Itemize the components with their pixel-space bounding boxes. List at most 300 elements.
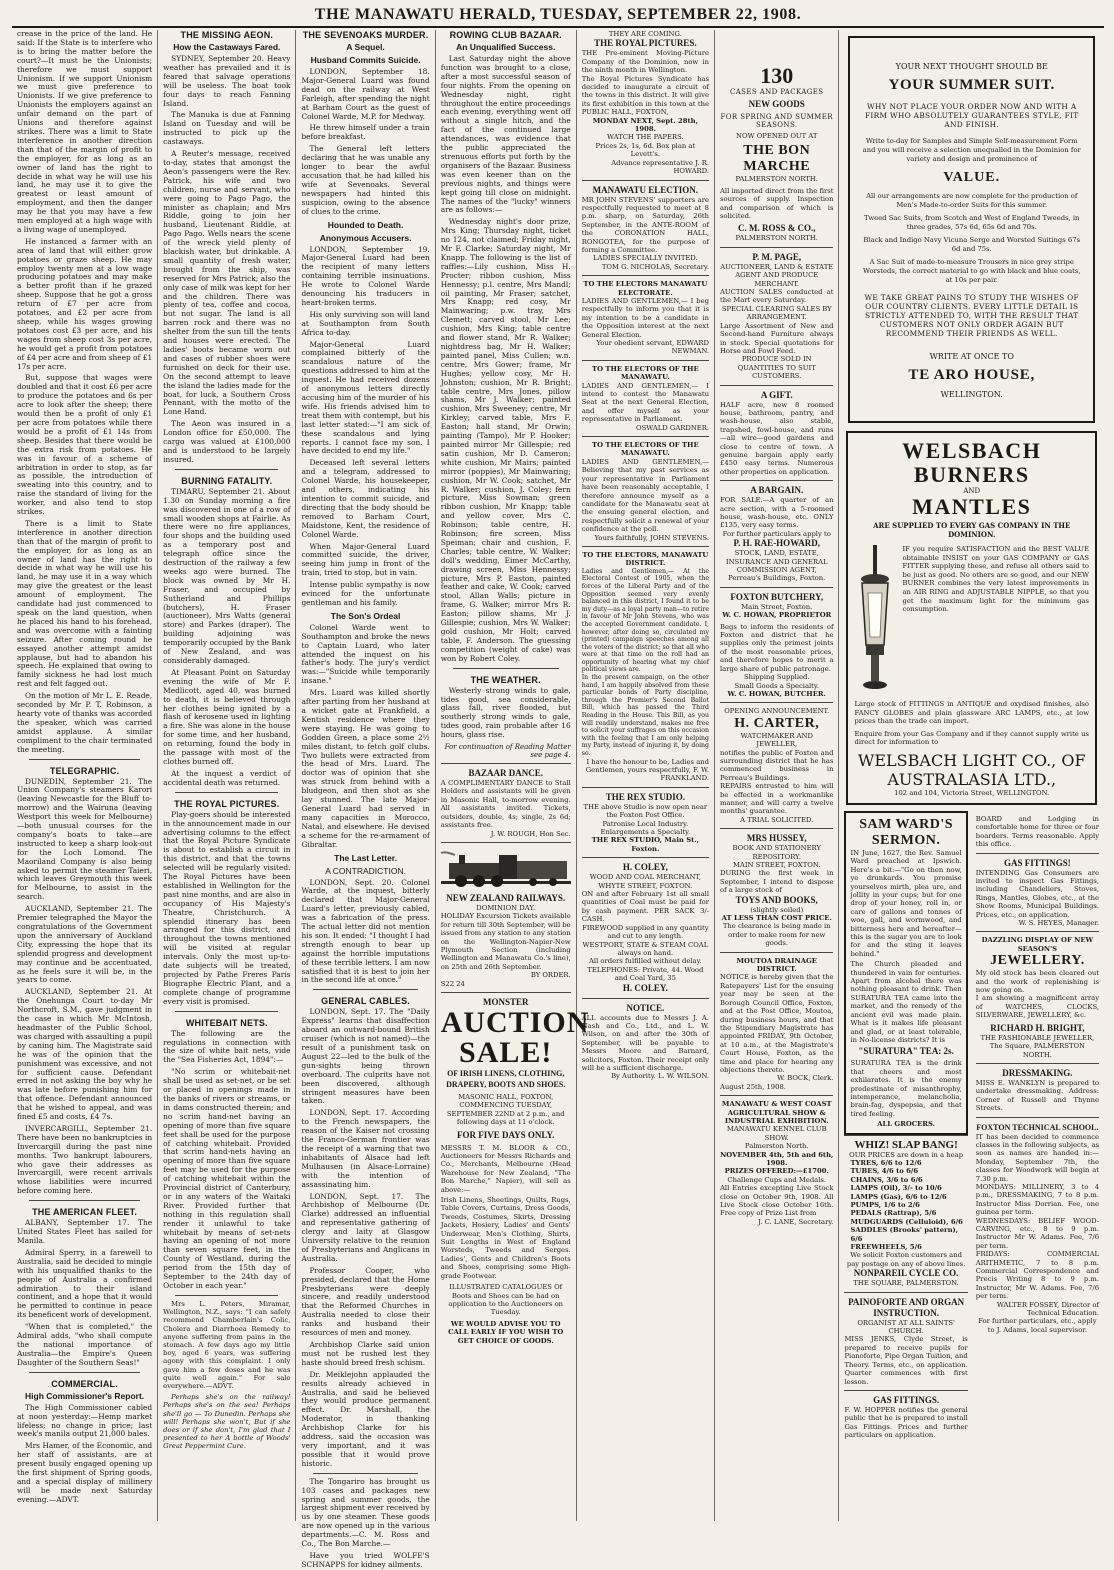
ad-dressmaking xyxy=(976,1063,1099,1117)
ad-text: MISS JENKS, Clyde Street, is prepared to receive pupils for Pianoforte, Pipe Organ Tuition, and Theory. Terms, etc., on application. Quarter commences with first lesson. xyxy=(844,1335,968,1386)
section-subheading: Hounded to Death. xyxy=(327,219,404,230)
ad-text: My old stock has been cleared out and the work of replenishing is now going on. xyxy=(975,969,1100,995)
article-paragraph: The General left letters declaring that he was unable any longer to bear the awful accusation that he had killed his wife at Sevenoaks. Several newspapers had hinted this suspicion, owing to the absence of clues to the crime. xyxy=(301,144,430,216)
divider xyxy=(175,469,278,470)
ad-signature: C. M. ROSS & CO., xyxy=(737,223,816,234)
article-paragraph: Professor Cooper, who presided, declared that the Home Presbyterians were deeply sincere, and readily understood that the Reformed Churches in Australia needed to close their ranks and husband their resources of men and money. xyxy=(301,1265,430,1338)
divider xyxy=(453,668,559,669)
ad-signature: THE REX STUDIO, Main St., Foxton. xyxy=(591,836,700,853)
ad-text: A TRIAL SOLICITED. xyxy=(740,815,814,824)
ad-coley xyxy=(582,857,709,997)
ad-subtitle: OF IRISH LINENS, CLOTHING, DRAPERY, BOOTS AND SHOES. xyxy=(446,1068,566,1089)
ad-subtitle: ARE SUPPLIED TO EVERY GAS COMPANY IN THE DOMINION. xyxy=(873,521,1071,539)
ad-telephones: TELEPHONES: Private, 44. Wood and Coal Yard, 35 xyxy=(587,965,704,983)
telegram-item: AUCKLAND, September 21. The Premier telegraphed the Mayor the congratulations of the Government upon the anniversary of Auckland City, expressing the hope that its splendid progress and development may continue and be accentuated, as he feels sure it will be, in the years to come. xyxy=(17,904,153,985)
ad-butchery xyxy=(720,587,833,702)
ad-signature: BY ORDER. xyxy=(530,971,571,980)
ad-text: The Church pleaded and thundered in vain for centuries. Apart from alcohol there was nothing pleasant to drink. Then SURATURA TEA came into the market, and the remedy of the ancient evil was made plain. What is it makes life pleasant and glad, or at least tolerable, in No-license districts? It is xyxy=(850,960,962,1044)
ad-text: WEDNESDAYS: BELIEF WOOD-CARVING, etc., 8 to 9 p.m. Instructor Mr W. Adams. Fee, 7/6 per term. xyxy=(975,1216,1100,1250)
ad-bazaar-dance xyxy=(441,763,571,842)
article-paragraph: Colonel Warde went to Southampton and broke the news to Captain Luard, who later attended the inquest on his father's body. The jury's verdict was:—"Suicide while temporarily insane." xyxy=(301,622,430,686)
ad-subtitle: DOMINION DAY. xyxy=(476,903,536,912)
article-paragraph: Wednesday night's door prize, Mrs King; Thursday night, ticket no 124, not claimed; Friday night, Mr F. Clarke; Saturday night, Mr Knapp. The following is the list of raffles:—Lily cushion, Miss H. Procter; ribbon cushion, Miss Hennessy; p.l. centre, Mrs Mandl; oil painting, Mr Fraser; satchet, Mrs Knapp; red cosy, Mr Mainwaring; p.w. tray, Mrs Clemett; carved stool, Mr Lee; cushion, Mrs King; table centre and flower stand, Mr R. Walker; nightdress bag, Mr H. Walker; painted panel, Miss Cullen; w.n. centre, Mrs Gower; frame, Mr Hughes; yellow cosy, Mr H. Johnston; cushion, Mr R. Bright; table centre, Mrs Jones, pillow shams, Mr J. Walker; painted cushion, Mrs Sweeney; centre, Mr Kirkley; carved table, Mrs F. Easton; hall stand, Mr Orwin; painting (Tampo), Mr P. Hooker; painted mirror Mr Gillespie; red satin cushion, Mr D. Cameron; white cushion, Mr Mairs; painted mirror (poppies), Mr Mainwaring; cushion, Mr W. Cook; satchet, Mr R. Walker; cushion, J. Coley; fern picture, Miss Sowman; green ribbon cushion, Mr Knapp; table and yellow cover, Mrs C. Robinson; table centre, H. Robinson; fire screen, Miss Speiman; chair and cushion, F. Charles; table centre, W. Walker; doll's wedding, Eimer McCarthy, drawing screen, Miss Hennessy; picture, Mrs P. Easton, painted feather and cake, W. Cook; carved stool, Allan Walls; picture in frame, G. Walker; mirror Mrs R. Easton; pillow shams, Mr J. Gillespie; cushion, Mrs W. Walker; gold cushion, Mr Holt; carved table, F. Anderson. The guessing competition (weight of cake) was won by Robert Coley. xyxy=(440,217,571,663)
column-2 xyxy=(158,30,296,1521)
ad-date: August 25th, 1908. xyxy=(720,1082,786,1091)
ad-company: WELSBACH LIGHT CO., OF AUSTRALASIA LTD., xyxy=(857,750,1086,789)
ad-election-3 xyxy=(582,360,709,436)
ad-text: FIREWOOD supplied in any quantity and cut to any length. xyxy=(582,923,709,941)
ad-text: F. W. HOPPER notifies the general public that he is prepared to install Gas Fittings. Prices and further particulars on application. xyxy=(844,1405,968,1440)
ad-board-lodging xyxy=(976,811,1099,853)
ad-sam-ward xyxy=(844,811,967,1135)
ad-text: Small Goods a Specialty. xyxy=(734,681,820,690)
ad-proprietor: W. C. HOWAN, PROPRIETOR xyxy=(722,611,832,620)
column-5 xyxy=(577,30,715,1521)
ad-signature: J. W. ROUGH, Hon Sec. xyxy=(490,829,571,838)
ad-address: THE FASHIONABLE JEWELLER, The Square, PALMERSTON NORTH. xyxy=(980,1033,1095,1059)
ad-title: GAS FITTINGS. xyxy=(873,1394,940,1405)
section-subheading: The Son's Ordeal xyxy=(330,610,401,621)
ad-title: SERMON. xyxy=(871,832,941,848)
article-paragraph: The Tongariro has brought us 103 cases and packages new spring and summer goods, the largest shipment ever received by us by one steamer. These goods are now opened up in the various departments.—C. M. Ross and Co., The Bon Marche.— xyxy=(301,1476,430,1549)
ad-text: NOW OPENED OUT AT xyxy=(736,132,818,140)
ad-prices: Prices 2s, 1s, 6d. Box plan at Levett's. xyxy=(595,141,696,159)
article-paragraph: Deceased left several letters and a telegram, addressed to Colonel Warde, his housekeeper, and others, indicating his intention to commit suicide, and directing that the body should be removed to Barham Court, Maidstone, Kent, the residence of Colonel Warde. xyxy=(301,458,430,539)
article-paragraph: Major-General Luard complained bitterly of the scandalous nature of the questions addressed to him at the inquest. He had received dozens of anonymous letters directly accusing him of the murder of his wife. His friends advised him to treat them with contempt, but his last letter stated:—"I am sick of these scandalous and lying reports. I cannot face my son. I have decided to end my life." xyxy=(301,339,430,456)
ad-title: BURNERS xyxy=(913,462,1030,487)
article-paragraph: There is a limit to State interference in another direction than that of the margin of profit to the employer, for as long as an owner of land has the right to decide in what way he will use his land, he may use it in a way which may give the greatest or the least amount of employment. The candidate had just commenced to speak on the land question, when he placed his hand to his forehead, and was overcome with a fainting seizure. After coming round he essayed another attempt amidst applause, but had to abandon his speech. He explained that owing to family sickness he had lost much rest and felt fagged out. xyxy=(17,518,153,689)
section-subheading: Anonymous Accusers. xyxy=(319,232,412,243)
ad-kicker: THEY ARE COMING. xyxy=(608,30,682,38)
article-paragraph: LONDON, Sept. 17. According to the French newspapers, the reason of the Kaiser not crossing the Franco-German frontier was the receipt of a warning that two inhabitants of Alsace had left Mulhausen (in Alsace-Lorraine) with the intention of assassinating him. xyxy=(301,1108,430,1189)
article-paragraph: Admiral Sperry, in a farewell to Australia, said he decided to mingle with his unqualified thanks to the people of Australia a confirmed admiration to their island continent, and a hope that it would be permitted to continue in peace its beneficent work of development. xyxy=(17,1247,153,1320)
ad-text: WHY NOT PLACE YOUR ORDER NOW AND WITH A FIRM WHO ABSOLUTELY GUARANTEES STYLE, FIT AND FINISH. xyxy=(865,102,1079,129)
ad-title: GAS FITTINGS! xyxy=(1004,857,1071,868)
article-paragraph: ALBANY, September 17. The United States Fleet has sailed for Manila. xyxy=(17,1218,153,1245)
ad-te-aro-house xyxy=(848,36,1095,423)
ad-text: DURING the first week in September, I intend to dispose of a large stock of xyxy=(720,869,834,895)
ad-text: All imported direct from the first sources of supply. Inspection and comparison of which is solicited. xyxy=(720,186,834,221)
masthead-title: THE MANAWATU HERALD, TUESDAY, SEPTEMBER 22, 1908. xyxy=(314,6,802,23)
ad-date: COMMENCING TUESDAY, SEPTEMBER 22ND at 2 p.m., and following days at 11 o'clock. xyxy=(446,1101,565,1127)
article-paragraph: The Manuka is due at Fanning Island on Tuesday and will be instructed to pick up the castaways. xyxy=(163,110,291,147)
ad-text: A Sac Suit of made-to-measure Trousers in nice grey stripe Worsteds, the correct material to go with black and blue coats, at 10s per pair. xyxy=(862,258,1081,284)
ad-text: ILLUSTRATED CATALOGUES Of Boots and Shoes can be had on application to the Auctioneers on Tuesday. xyxy=(448,1283,564,1317)
section-subheading: A Sequel. xyxy=(346,42,385,52)
divider xyxy=(29,759,140,760)
ad-kicker: OPENING ANNOUNCEMENT. xyxy=(724,707,830,716)
ad-text: FRIDAYS: COMMERCIAL ARITHMETIC, 7 to 8 p.m. Commercial Correspondence and Precis Writing 8 to 9 p.m. Instructor, Mr W. Adams. Fee, 7/6 per term. xyxy=(975,1250,1100,1301)
section-subheading: The Last Letter. xyxy=(334,852,397,863)
ad-prizes: PRIZES OFFERED:—£1700. xyxy=(724,1167,829,1176)
section-subheading: How the Castaways Fared. xyxy=(173,42,281,52)
ad-title: NEW GOODS xyxy=(748,99,805,109)
ad-text: FOR SPRING AND SUMMER SEASONS. xyxy=(720,113,833,129)
section-heading: THE WEATHER. xyxy=(470,674,541,685)
ad-show xyxy=(720,1095,833,1230)
advertisement-verse: Perhaps she's on the railway! Perhaps she's on the sea! Perhaps she'll go — To Dunedin. Perhaps she will! Perhaps she won't, But if she does or if she don't, I'm glad that I presented to her A bottle of Woods' Great Peppermint Cure. xyxy=(163,1393,291,1451)
column-1 xyxy=(12,30,158,1521)
ad-text: Large Assortment of New and Second-hand Furniture always in stock. Special quotations for Horse and Fowl Feed. xyxy=(720,321,834,355)
ad-date: MONDAY NEXT, Sept. 28th, 1908. xyxy=(592,116,698,134)
column-7 xyxy=(839,30,1104,1521)
ad-store-name: TE ARO HOUSE, xyxy=(908,367,1036,383)
ad-text: WATCHMAKER AND JEWELLER, xyxy=(740,731,813,749)
ad-text: ON and after February 1st all small quantities of Coal must be paid for by cash payment. PER SACK 3/- CASH. xyxy=(581,890,709,924)
article-paragraph: Mrs. Luard was killed shortly after parting from her husband at a wicket gate at Frankfield, a Kentish residence where they were staying. He was going to Godden Green, a place some 2½ miles distant, to fetch golf clubs. Two bullets were extracted from the head of Mrs. Luard. The doctor was of opinion that she was struck from behind with a bludgeon, and then shot as she lay stunned. The late Major-General Luard had served in many capacities in Morocco, Natal, and elsewhere. He devised a scheme for the re-armament of Gibraltar. xyxy=(301,688,430,849)
ad-title: MANTLES xyxy=(912,494,1032,519)
ad-text: MANAWATU KENNEL CLUB SHOW. xyxy=(726,1125,827,1142)
ad-title: TO THE ELECTORS OF THE MANAWATU. xyxy=(592,364,699,382)
ad-text: A COMPLIMENTARY DANCE to Stall Holders and assistants will be given in Masonic Hall, to-morrow evening. All assistants invited. Tickets, outsiders, double, 4s; single, 2s 6d; assistants free. xyxy=(440,779,571,830)
ad-text: LADIES AND GENTLEMEN,— Believing that my past services as your representative in Parliament have been reasonably acceptable, I therefore announce myself as a candidate for the Manawatu seat at the ensuing general election, and respectfully solicit a renewal of your confidence at the poll. xyxy=(581,457,709,534)
ad-text: Black and Indigo Navy Vicuna Serge and Worsted Suitings 67s 6d and 75s. xyxy=(863,236,1081,253)
ad-title: THE REX STUDIO. xyxy=(605,791,685,802)
ad-pianoforte xyxy=(844,1292,967,1390)
continuation-note: For continuation of Reading Matter see page 4. xyxy=(444,743,571,760)
section-heading: THE AMERICAN FLEET. xyxy=(32,1207,138,1218)
ad-gas-fittings xyxy=(976,853,1099,932)
price-list: TYRES, 6/6 to 12/6 TUBES, 4/6 to 6/6 CHAINS, 3/6 to 6/6 LAMPS (Oil), 3/- to 10/6 LAMPS (Gas), 6/6 to 12/6 PUMPS, 1/6 to 2/6 PEDALS (Rattrap), 5/6 MUDGUARDS (Celluloid), 6/6 SADDLES (Brooks' pattern), 6/6 FREEWHEELS, 5/6 xyxy=(850,1158,963,1252)
ad-venue: MASONIC HALL, FOXTON, xyxy=(458,1092,554,1101)
article-paragraph: At the inquest a verdict of accidental death was returned. xyxy=(163,768,291,787)
ad-hopper-gas xyxy=(844,1390,967,1444)
article-paragraph: The following are the regulations in connection with the size of white bait nets, vide the "Sea Fisheries Act, 1894":— xyxy=(163,1028,291,1065)
ad-text: ALL accounts due to Messrs J. A. Nash and Co., Ltd., and L. W. Wilson, on and after the 30th of September, will be payable to Messrs Moore and Barnard, solicitors, Foxton. Their receipt only will be a sufficient discharge. xyxy=(581,1013,709,1072)
ad-gift xyxy=(720,385,833,481)
ad-text: WE WOULD ADVISE YOU TO CALL EARLY IF YOU WISH TO GET CHOICE OF GOODS. xyxy=(448,1319,564,1345)
ad-text: BOOK AND STATIONERY REPOSITORY. xyxy=(732,844,821,861)
section-subheading: A CONTRADICTION. xyxy=(325,865,406,876)
ad-conjunction: AND xyxy=(963,487,981,495)
section-heading: THE ROYAL PICTURES. xyxy=(174,798,280,809)
ad-text: INTENDING Gas Consumers are invited to inspect Gas Fittings, including Chandeliers, Stoves, Rings, Mantles, Globes, etc., at the Show Rooms, Municipal Buildings. Prices, etc., on application. xyxy=(975,868,1100,919)
column-3 xyxy=(296,30,435,1569)
section-heading: COMMERCIAL. xyxy=(51,1378,118,1389)
ad-text: Large stock of FITTINGS in ANTIQUE and oxydised finishes, also FANCY GLOBES and plain glassware ARC LAMPS, etc., at low prices than the trade can import. xyxy=(854,700,1090,726)
ad-title: A GIFT. xyxy=(760,389,793,400)
ad-title: MRS HUSSEY, xyxy=(746,833,807,844)
ad-address: 102 and 104, Victoria Street, WELLINGTON. xyxy=(894,788,1050,797)
article-paragraph: LONDON, September 18. Major-General Luard was found dead on the railway at West Farleigh, after spending the night at Barham Court as the guest of Colonel Warde, M.P. for Medway. xyxy=(301,67,430,121)
ad-text: PRODUCE SOLD IN QUANTITIES TO SUIT CUSTOMERS. xyxy=(737,355,816,381)
article-paragraph: LONDON, Sept. 17. The Archbishop of Melbourne (Dr. Clarke) addressed an influential and representative gathering of clergy and laity at Glasgow University relative to the reunion of Presbyterians and Anglicans in Australia. xyxy=(301,1191,430,1263)
section-subheading: High Commissioner's Report. xyxy=(25,1390,145,1401)
ad-text: Enlargements a Specialty. xyxy=(600,828,691,837)
ad-text: STOCK, LAND, ESTATE, INSURANCE AND GENERAL COMMISSION AGENT, Perreau's Buildings, Foxton. xyxy=(725,549,828,583)
ad-election-5 xyxy=(582,546,709,787)
ad-title: MOUTOA DRAINAGE DISTRICT. xyxy=(736,956,817,974)
ad-title: DRESSMAKING. xyxy=(1002,1067,1073,1078)
ad-text: AT LESS THAN COST PRICE. xyxy=(721,914,832,923)
ad-text: WOOD AND COAL MERCHANT, WHYTE STREET, FOXTON. xyxy=(589,873,701,890)
section-subheading: An Unqualified Success. xyxy=(456,42,556,52)
ad-text: For further particulars apply to xyxy=(722,529,831,538)
ad-text: For further particulars, etc., apply to J. Adams, local supervisor. xyxy=(978,1317,1097,1334)
divider xyxy=(313,1473,417,1474)
ad-text: WRITE AT ONCE TO xyxy=(929,352,1014,361)
section-heading: THE MISSING AEON. xyxy=(180,30,274,40)
ad-signature: I have the honour to be, Ladies and Gentlemen, yours respectfully, F. W. FRANKLAND. xyxy=(585,757,709,783)
article-paragraph: Have you tried WOLFE'S SCHNAPPS for kidney ailments. xyxy=(301,1550,430,1569)
ad-jewellery xyxy=(976,931,1099,1062)
ad-duration: FOR FIVE DAYS ONLY. xyxy=(456,1129,555,1140)
section-heading: THE SEVENOAKS MURDER. xyxy=(302,30,429,40)
two-column-ads xyxy=(844,811,1099,1444)
ad-title: MANAWATU & WEST COAST AGRICULTURAL SHOW & INDUSTRIAL EXHIBITION. xyxy=(721,1100,832,1125)
ad-text: Shipping Supplied. xyxy=(743,673,810,682)
ad-highlight: TOYS AND BOOKS, xyxy=(735,894,818,905)
article-paragraph: SYDNEY, September 20. Heavy weather has prevailed and it is feared that salvage operations will be useless. The boat took four days to reach Fanning Island. xyxy=(163,54,291,108)
ad-text: CASES AND PACKAGES xyxy=(729,88,824,96)
ad-highlight: VALUE. xyxy=(943,170,1001,185)
section-heading: BURNING FATALITY. xyxy=(181,475,273,486)
ad-nonpareil-cycle xyxy=(844,1135,967,1292)
ad-kicker: YOUR NEXT THOUGHT SHOULD BE xyxy=(895,62,1048,71)
telegram-item: INVERCARGILL, September 21. There have been no bankruptcies in Invercargill during the past nine months. Two bankrupt labourers, who gave their addresses as Invercargill, were recent arrivals whose liabilities were incurred before coming here. xyxy=(17,1123,153,1196)
ad-text: OUR PRICES are down in a heap xyxy=(849,1150,964,1159)
ad-carter xyxy=(720,702,833,828)
ad-text: WESTPORT, STATE & STEAM COAL always on hand. xyxy=(582,940,709,957)
ad-number: 130 xyxy=(760,63,794,88)
ad-address: THE SQUARE, PALMERSTON. xyxy=(853,1279,959,1288)
article-paragraph: On the motion of Mr L. E. Reade, seconded by Mr P. T. Robinson, a hearty vote of thanks was accorded the speaker, which was carried amidst applause. A similar compliment to the chair terminated the meeting. xyxy=(17,691,153,754)
ad-notice xyxy=(582,998,709,1085)
advertisement-text: Mrs L. Peters, Miramar, Wellington, N.Z., says: "I can safely recommend Chamberlain's Colic, Cholera and Diarrhoea Remedy to anyone suffering from pains in the stomach. A few days ago my little boy, aged 6 years, was suffering agony with this complaint. I only gave him a few doses and he was quite well again." For sale everywhere.—ADVT. xyxy=(163,1299,291,1390)
ad-kicker: MONSTER xyxy=(482,996,529,1007)
ad-title: YOUR SUMMER SUIT. xyxy=(888,77,1055,93)
gas-lamp-illustration xyxy=(854,545,896,695)
ad-title: FOXTON TECHNICAL SCHOOL. xyxy=(976,1122,1099,1132)
ad-text: AUCTIONEER, LAND & ESTATE AGENT AND PRODUCE MERCHANT. xyxy=(720,262,834,288)
ad-text: AUCTION SALES conducted at the Mart every Saturday. xyxy=(720,288,834,305)
ad-railways xyxy=(441,842,571,992)
ad-text: ALL GROCERS. xyxy=(877,1120,936,1129)
article-paragraph: Mrs Hamer, of the Economic, and her staff of assistants, are at present busily engaged opening up the first shipment of Spring goods, and a special display of millinery will be made next Saturday evening.—ADVT. xyxy=(17,1441,153,1504)
article-paragraph: "When that is completed," the Admiral adds, "who shall compute the national importance of Australia—the Empire's Queen Daughter of the Southern Seas!" xyxy=(17,1322,153,1367)
ad-text: FOR SALE.—A quarter of an acre section, with a 5-roomed house, wash-house, etc. ONLY £135, very easy terms. xyxy=(720,496,834,530)
ad-text: MONDAYS: MILLINERY, 3 to 4 p.m., DRESSMAKING, 7 to 8 p.m. Instructor Miss Dorrian. Fee, one guinea per term. xyxy=(975,1182,1100,1217)
ad-election-4 xyxy=(582,436,709,546)
ad-title: SAM WARD'S xyxy=(859,816,954,832)
divider xyxy=(175,1011,278,1012)
ad-text: IN June, 1627, the Rev. Samuel Ward preached at Ipswich. Here's a bit:—"Go on then now, ye drunkards. You promise yourselves mirth, plea ure, and jollity in your cups; but for one drop of your honey, roll in, or care of gallons and tonnes of woe, gall, and wormwood, and bitterness here and hereafter—this is the sugar you are to look for and the sting it leaves behind." xyxy=(850,848,962,958)
ad-signature: WALTER FOSSEY, Director of Technical Education. xyxy=(996,1300,1100,1318)
ad-date: NOVEMBER 4th, 5th and 6th, 1908. xyxy=(720,1150,834,1167)
ad-signature: W. BOCK, Clerk. xyxy=(777,1074,834,1083)
left-ad-column xyxy=(844,811,967,1444)
ad-title: THE ROYAL PICTURES. xyxy=(594,38,697,49)
section-heading: GENERAL CABLES. xyxy=(321,996,410,1007)
ad-rex-studio xyxy=(582,787,709,857)
article-paragraph: LONDON, Sept. 17. The "Daily Express" learns that disaffection aboard an outward-bound British cruiser (which is not named)—the result of a punishment task on August 22—led to the bulk of the gun-sights being thrown overboard. The culprits have not been discovered, although stringent measures have been taken. xyxy=(301,1007,430,1106)
article-paragraph: Westerly strong winds to gale, tides good, sea considerable, glass fall, river flooded, but southerly strong winds to gale, tides good, rain probable after 16 hours, glass rise. xyxy=(440,685,571,740)
ad-text: HALF acre, new 8 roomed house, bathroom, pantry, and wash-house, also stable, trapshed, fowl-house, and runs—all wire—good gardens and close to centre of town. A genuine bargain apply early £450 easy terms. Numerous other properties on application. xyxy=(720,400,834,476)
article-paragraph: "No scrim or whitebait-net shall be used as set-net, or be set or placed in openings made in the banks of rivers or streams, or in dams constructed therein; and no scrim hand-net having an opening of more than five square feet shall be used for the purpose of catching whitebait. Provided that scrim hand-nets having an opening of more than five square feet may be used for the purpose of catching whitebait within the Provincial district of Canterbury, or in any waters of the Waitaki River. Provided further that nothing in this regulation shall render it unlawful to take whitebait by means of set-nets having an opening of not more than seven square feet, in the County of Westland, during the period from the 15th day of September to the 24th day of October in each year." xyxy=(163,1067,291,1290)
ad-title: NEW ZEALAND RAILWAYS. xyxy=(446,892,566,903)
article-paragraph: Play-goers should be interested in the announcement made in our advertising columns to the effect that the Royal Picture Syndicate is about to establish a circuit in this district, and that the towns selected will be regularly visited. The Royal Pictures have been established in Wellington for the past nine months, and are also in occupancy of His Majesty's Theatre, Christchurch. A splendid itinerary has been arranged for this district, and throughout the towns mentioned will be visited at regular intervals. Only the most up-to-date subjects will be treated, projected by Pathe Freres Paris Biographe Electric Plant, and a complete change of programme every visit is promised. xyxy=(163,809,291,1006)
ad-text: Challenge Cups and Medals. xyxy=(727,1175,827,1184)
ad-technical-school xyxy=(976,1117,1099,1339)
divider xyxy=(313,989,417,990)
ad-hussey xyxy=(720,828,833,951)
ad-title: FOXTON BUTCHERY, xyxy=(730,591,824,602)
ad-text: IT has been decided to commence classes in the following subjects, as soon as names are handed in:—Monday, September 7th, the classes for Woodwork will begin at 7.30 p.m. xyxy=(975,1132,1100,1183)
ad-text: REPAIRS entrusted to him will be effected in a workmanlike manner, and will carry a twelve months' guarantee. xyxy=(720,782,834,816)
ad-title: H. CARTER, xyxy=(734,715,820,731)
ad-text: Patronise Local Industry. xyxy=(602,819,689,828)
masthead xyxy=(12,6,1104,28)
ad-text: SPECIAL CLEARING SALES BY ARRANGEMENT. xyxy=(721,304,832,322)
ad-text: Write to-day for Samples and Simple Self-measurement Form and you will receive a selection unequalled in the Dominion for variety and design and prominence of xyxy=(862,137,1081,163)
ad-text: MISS E. WANKLYN is prepared to undertake dressmaking. Address: Corner of Russell and Thynne Streets. xyxy=(975,1078,1100,1113)
ad-text: I am showing a magnificent array of WATCHES, CLOCKS, SILVERWARE, JEWELLERY, &c. xyxy=(975,994,1100,1020)
ad-subtitle: ORGANIST AT ALL SAINTS' CHURCH. xyxy=(857,1318,955,1336)
ad-text: The Royal Pictures Syndicate has decided to inaugurate a circuit of the towns in this district. It will give its first exhibition in this town at the PUBLIC HALL, FOXTON, xyxy=(581,74,709,117)
ad-title: AUCTION xyxy=(440,1005,590,1039)
section-heading: TELEGRAPHIC. xyxy=(49,765,120,776)
article-paragraph: At Pleasant Point on Saturday evening the wife of Mr F. Medlicott, aged 40, was burned to death, it is believed through her clothes being ignited by a flash of kerosene used in lighting a fire. She was alone in the house for some time, and her husband, on returning, found the body in the passage with most of the clothes burned off. xyxy=(163,667,291,766)
ad-royal-pictures xyxy=(582,30,709,180)
ad-title: BAZAAR DANCE. xyxy=(468,768,543,779)
ad-signature: TOM G. NICHOLAS, Secretary. xyxy=(601,262,709,271)
ad-page xyxy=(720,247,833,385)
article-paragraph: But, suppose that wages were doubled and that it cost £6 per acre to produce the potatoes and 6s per acre to look after the sheep; there would then be a profit of only £1 per acre from potatoes while there would be a profit of £1 14s from sheep. Besides that there would be the extra risk from potatoes. He was in favour of a scheme of arbitration in order to stop, as far as possible, the introduction of sweating into this country, and to raise the standard of living for the worker, and also tend to stop strikes. xyxy=(17,373,153,517)
locomotive-illustration xyxy=(441,849,571,891)
ad-text: THE Pre-eminent Moving-Picture Company of the Dominion, now in the ninth month in Wellington. xyxy=(581,49,709,75)
ad-company: NONPAREIL CYCLE CO. xyxy=(853,1268,959,1279)
ad-title: SALE! xyxy=(459,1035,553,1069)
ad-title: TO THE ELECTORS MANAWATU ELECTORATE. xyxy=(583,280,708,297)
ad-signature: P. H. RAE-HOWARD, xyxy=(733,538,820,549)
ad-welsbach xyxy=(846,431,1097,805)
article-paragraph: A Reuter's message, received to-day, states that amongst the Aeon's passengers were the Rev. Patrick, his wife and two children, nurse and servant, who were going to Pago Pago, the minister as chaplain; and Mrs Riddle, going to join her husband, Lieutenant Riddle, at Pago Pago. Wells nears the scene of the wreck yield plenty of blackish water, but drinkable. A small quantity of fresh water, brought from the ship, was reserved for Mrs Patrick; also the only case of milk was kept for her and the children. There was plenty of tea, coffee and cocoa, but not sugar. The land is all barren rock and there was no shelter from the sun till the tents and houses were erected. The ladies' boots became worn out and cases of rubber shoes were furnished on deck for their use. On the second attempt to leave the island the ladies made for the boat, for luck, a Southern Cross Pennant, with the motto of the Lone Hand. xyxy=(163,149,291,417)
ad-text: BOARD and Lodging in comfortable home for three or four boarders. Terms reasonable. Apply this office. xyxy=(975,814,1100,849)
article-paragraph: crease in the price of the land. He said: If the State is to interfere who is to bring the matter before the court?—It must be the Unionists; therefore we must support Unionism. If we support Unionism we must give preference to Unionists. If we give preference to Unionists the employers against an unfair demand on the part of Unions and therefore against strikes. There was a limit to State interference in another direction than that of the margin of profit to the employer, for as long as an owner of land has the right to decide in what way he will use his land, he may use it to give the greatest or least amount of employment, and then the danger may be that you may have a few men employed at a high wage with a living wage of unemployed. xyxy=(17,29,153,234)
ad-text: In the present campaign, on the other hand, I am happily absolved from these particular bonds of Party discipline, through the Premier's Second Ballot Bill, which has passed the Third Reading in the House. This Bill, as you will readily understand, makes me free to solicit your suffrages on this occasion with the feeling that I am only helping my Party, instead of injuring it, by doing so. xyxy=(581,674,709,757)
article-paragraph: When Major-General Luard committed suicide, the driver, seeing him jump in front of the train, tried to stop, but in vain. xyxy=(301,541,430,578)
ad-text: HOLIDAY Excursion Tickets available for return till 30th September, will be issued from any station to any station on the Wellington-Napier-New Plymouth Section (including Wellington and Manawatu Co.'s line), on 25th and 26th September. xyxy=(440,912,571,971)
ad-text: All Entries excepting Live Stock close on October 9th, 1908. All Live Stock close October 16th. Free copy of Prize List from xyxy=(720,1184,834,1218)
article-paragraph: He threw himself under a train before breakfast. xyxy=(301,123,430,142)
ad-kicker: DAZZLING DISPLAY OF NEW SEASON'S xyxy=(981,936,1094,953)
ad-signature: W. C. HOWAN, BUTCHER. xyxy=(727,689,826,698)
column-6 xyxy=(715,30,839,1521)
telegram-item: DUNEDIN, September 21. The Union Company's steamers Karori (leaving Newcastle for the Bluff to-morrow) and the Wairuna (leaving Westport this week for Melbourne)—both unusual courses for the company's boats to take—are instructed to keep a sharp look-out for the Loch Lomond. The Maoriland Company is also being asked to permit the steamer Taieri, which leaves Greymouth this week for Melbourne, to assist in the search. xyxy=(17,776,153,902)
ad-title: TO THE ELECTORS, MANAWATU DISTRICT. xyxy=(582,550,709,568)
ad-signature: W. S. HEYES, Manager. xyxy=(1018,919,1100,928)
ad-title: A BARGAIN. xyxy=(750,485,804,496)
ad-text: (slightly soiled) xyxy=(750,905,804,914)
ad-location: PALMERSTON NORTH. xyxy=(735,175,818,184)
article-paragraph: LONDON, Sept. 20. Colonel Warde, at the inquest, bitterly declared that Major-General Luard's letter, previously cabled, was a fabrication of the press. The actual letter did not mention his son. It ended: "I thought I had strength enough to bear up against the horrible imputations of these terrible letters. I am now satisfied that it is best to join her in the second life at once." xyxy=(301,877,430,985)
ad-signature: H. COLEY. xyxy=(622,982,668,993)
ad-text: The clearance is being made in order to make room for new goods. xyxy=(722,922,831,948)
ad-text: SURATURA TEA is the drink that cheers and most exhilarates. It is the enemy predestinate of misanthrophy, intemperance, melancholia, brain-fag, dyspepsia, and that tired feeling. xyxy=(850,1059,962,1118)
ad-text: MESSRS T. M. BLOOR & CO., Auctioneers for Messrs Richards and Co., Merchants, Melbourne (Head Warehouse for New Zealand, "The Bon Marche," Napier), will sell as above:— xyxy=(440,1143,571,1194)
ad-title: MANAWATU ELECTION. xyxy=(592,184,699,195)
article-paragraph: The High Commissioner cabled at noon yesterday:—Hemp market lifeless; no change in price; last week's manila output 21,000 bales. xyxy=(17,1402,153,1439)
ad-signature: RICHARD H. BRIGHT, xyxy=(990,1022,1085,1033)
ad-election-2 xyxy=(582,275,709,360)
ad-location: WELLINGTON. xyxy=(940,390,1003,399)
ad-signature: Your obedient servant, EDWARD NEWMAN. xyxy=(596,339,709,356)
article-paragraph: LONDON, September 19. Major-General Luard had been the recipient of many letters containing terrible insinuations. He wrote to Colonel Warde denouncing his traducers in heart-broken terms. xyxy=(301,244,430,307)
ad-location: Main Street, Foxton. xyxy=(741,602,813,611)
ad-title: WHIZ! SLAP BANG! xyxy=(854,1138,958,1151)
ad-title: PAINOFORTE AND ORGAN INSTRUCTION. xyxy=(848,1296,965,1318)
divider xyxy=(29,1372,140,1373)
ad-text: Enquire from your Gas Company and if they cannot supply write us direct for information to xyxy=(854,729,1090,747)
divider xyxy=(175,792,278,793)
ad-bon-marche xyxy=(720,30,833,247)
ad-title: NOTICE. xyxy=(626,1002,665,1013)
ad-drainage xyxy=(720,952,833,1096)
ad-signature: Yours faithfully, JOHN STEVENS. xyxy=(594,533,709,542)
ad-text: notifies the public of Foxton and surrounding district that he has commenced business in Perreau's Buildings. xyxy=(720,748,834,782)
ad-title: TO THE ELECTORS OF THE MANAWATU. xyxy=(592,441,699,458)
ad-text: All orders fulfilled without delay. xyxy=(589,957,702,966)
ad-text: Ladies and Gentlemen,— At the Electoral Contest of 1905, when the forces of the Liberal Party and of the Opposition seemed very evenly balanced in this district, I found it to be my duty—as a loyal party man—to retire in favour of Mr John Stevens, who was the accepted Government candidate. I, however, after doing so, circulated my (printed) campaign speeches among all the voters of the district; so that all who were at that time on the roll had an opportunity of hearing what my chief political views are. xyxy=(581,567,709,674)
ad-title: JEWELLERY. xyxy=(990,953,1085,969)
ad-text: Irish Linens, Sheetings, Quilts, Rugs, Table Covers, Curtains, Dress Goods, Tweeds, Costumes, Skirts, Dressing Jackets, Hosiery, Ladies' and Gents' Underwear, Men's Clothing, Shirts, Suit Lengths in West of England Worsteds, Tweeds and Serges. Ladies', Gents and Children's Boots and Shoes, comprising some High-grade Footwear. xyxy=(440,1196,571,1280)
ad-text: Tweed Sac Suits, from Scotch and West of England Tweeds, in three grades, 57s 6d, 65s 6d and 70s. xyxy=(864,214,1080,231)
article-paragraph: The Aeon was insured in a London office for £50,000. The cargo was valued at £100,000 and is understood to be largely insured. xyxy=(163,419,291,464)
ad-signature: Advance representative J. R. HOWARD. xyxy=(611,158,709,176)
article-paragraph: Dr. Meiklejohn applauded the results already achieved in Australia, and said he believed they would produce permanent effect. Dr. Marshall, the Moderator, in thanking Archbishop Clarke for his address, said the occasion was very important, and it was possible that it would prove historic. xyxy=(301,1369,430,1468)
ad-location: PALMERSTON NORTH. xyxy=(735,234,818,243)
right-ad-column xyxy=(976,811,1099,1444)
ad-highlight: "SURATURA" TEA: 2s. xyxy=(858,1046,954,1057)
ad-title: H. COLEY, xyxy=(622,862,668,873)
ad-text: We solicit Foxton customers and pay postage on any of above lines. xyxy=(846,1251,966,1268)
ad-text: Begs to inform the residents of Foxton and district that he supplies only the primest joints of the most reasonable prices, and therefore hopes to merit a large share of public patronage. xyxy=(720,622,834,673)
ad-store-name: THE BON MARCHE xyxy=(743,143,811,175)
ad-title: WELSBACH xyxy=(902,438,1042,463)
ad-text: All our arrangements are now complete for the production of Men's Made-to-order Suits for this summer. xyxy=(866,192,1078,209)
ad-auction-sale xyxy=(440,992,590,1349)
article-paragraph: Archbishop Clarke said union must not be rushed lest they haste should breed fresh schism. xyxy=(301,1340,430,1367)
ad-title: P. M. PAGE, xyxy=(752,251,802,262)
ad-election-1 xyxy=(582,180,709,276)
ad-text: LADIES SPECIALLY INVITED. xyxy=(593,254,698,263)
article-paragraph: TIMARU, September 21. About 1.30 on Sunday morning a fire was discovered in one of a row of small wooden shops at Fairlie. As there were no fire appliances, four shops and the building used as a temporary post and telegraph office since the destruction of the railway a few weeks ago were burned. The block was owned by Mr H. Fraser, and occupied by Sutherland and Phillips (butchers), H. Fraser (auctioneer), Mrs Watts (general store) and Parkes (draper). The building adjoining was temporarily occupied by the Bank of New Zealand, and was considerably damaged. xyxy=(163,486,291,665)
ad-text: MR JOHN STEVENS' supporters are respectfully requested to meet at 8 p.m. sharp, on Saturday, 26th September, in the ANTE-ROOM of the CORONATION HALL, RONGOTEA, for the purpose of forming a Committee. xyxy=(581,195,709,254)
ad-bargain xyxy=(720,480,833,587)
article-paragraph: Intense public sympathy is now evinced for the unfortunate gentleman and his family. xyxy=(301,580,430,607)
ad-text: NOTICE is hereby given that the Ratepayers' List for the ensuing year may be seen at the Borough Council Office, Foxton, and at the Post Office, Moutoa, during business hours, and that the Stipendiary Magistrate has appointed FRIDAY, 9th October, at 10 a.m., at the Magistrate's Court House, Foxton, as the time and place for hearing any objections thereto. xyxy=(720,973,834,1074)
section-heading: ROWING CLUB BAZAAR. xyxy=(449,30,562,40)
ad-text: THE above Studio is now open near the Foxton Post Office. xyxy=(583,802,708,820)
ad-text: WATCH THE PAPERS. xyxy=(607,133,684,142)
column-4 xyxy=(436,30,590,1521)
ad-location: Palmerston North. xyxy=(744,1142,809,1151)
section-heading: WHITEBAIT NETS. xyxy=(185,1017,268,1028)
columns xyxy=(12,29,1104,1569)
article-paragraph: Last Saturday night the above function was brought to a close, after a most successful season of four nights. From the opening on Wednesday night, right throughout the entire proceedings each evening, everything went off without a single hitch, and the fact of the continued large attendances, was evidence that the public appreciated the strenuous efforts put forth by the organisers of the Bazaar. Business was even keener than on the previous nights, and things were kept going till close on midnight. The names of the "lucky" winners are as follows:— xyxy=(440,54,571,215)
ad-text: IF you require SATISFACTION and the BEST VALUE obtainable INSIST on your GAS COMPANY or GAS FITTER supplying these, and refuse all others said to be just as good. No others are so good, and our NEW BURNER combines the very latest improvements in an AIR RING and ADJUSTABLE NIPPLE, so that you get the maximum light for the minimum gas consumption. xyxy=(902,545,1090,614)
article-paragraph: His only surviving son will land at Southampton from South Africa to-day. xyxy=(301,309,430,337)
ad-body-row xyxy=(854,545,1089,695)
ad-signature: OSWALD GARDNER. xyxy=(636,423,709,432)
article-paragraph: He instanced a farmer with an area of land that will either grow potatoes or graze sheep. He may employ twenty men at a low wage producing potatoes and may make a better profit than if he grazed sheep. Suppose that he got a gross return of £7 per acre from potatoes, and £2 per acre from sheep, while his wages growing potatoes cost £3 per acre, and his wages from sheep cost 3s per acre, he would get a profit from potatoes of £4 per acre and from sheep of £1 17s per acre. xyxy=(17,236,153,371)
telegram-item: AUCKLAND, September 21. At the Onehunga Court to-day Mr Northcroft, S.M., gave judgment in the case in which Mr McIntosh, headmaster of the Public School, was charged with assaulting a pupil by caning him. The Magistrate said he was of the opinion that the punishment was excessive, and not for sufficient cause. Defendant erred in not asking the boy why he was late before punishing him for that offence. Defendant announced that he wished to appeal, and was fined £5 and costs, £4 7s. xyxy=(17,987,153,1122)
ad-signature: J. C. LANE, Secretary. xyxy=(758,1217,834,1226)
ad-code: S22 24 xyxy=(440,979,465,988)
ad-text: WE TAKE GREAT PAINS TO STUDY THE WISHES OF OUR COUNTRY CLIENTS. EVERY LITTLE DETAIL IS STRICTLY ATTENDED TO, WITH THE RESULT THAT CUSTOMERS NOT ONLY ORDER AGAIN BUT RECOMMEND THEIR FRIENDS AS WELL. xyxy=(864,293,1079,338)
ad-text: LADIES AND GENTLEMEN,— I intend to contest the Manawatu Seat at the next General Election, and offer myself as your representative in Parliament. xyxy=(581,381,709,424)
divider xyxy=(29,1200,140,1201)
